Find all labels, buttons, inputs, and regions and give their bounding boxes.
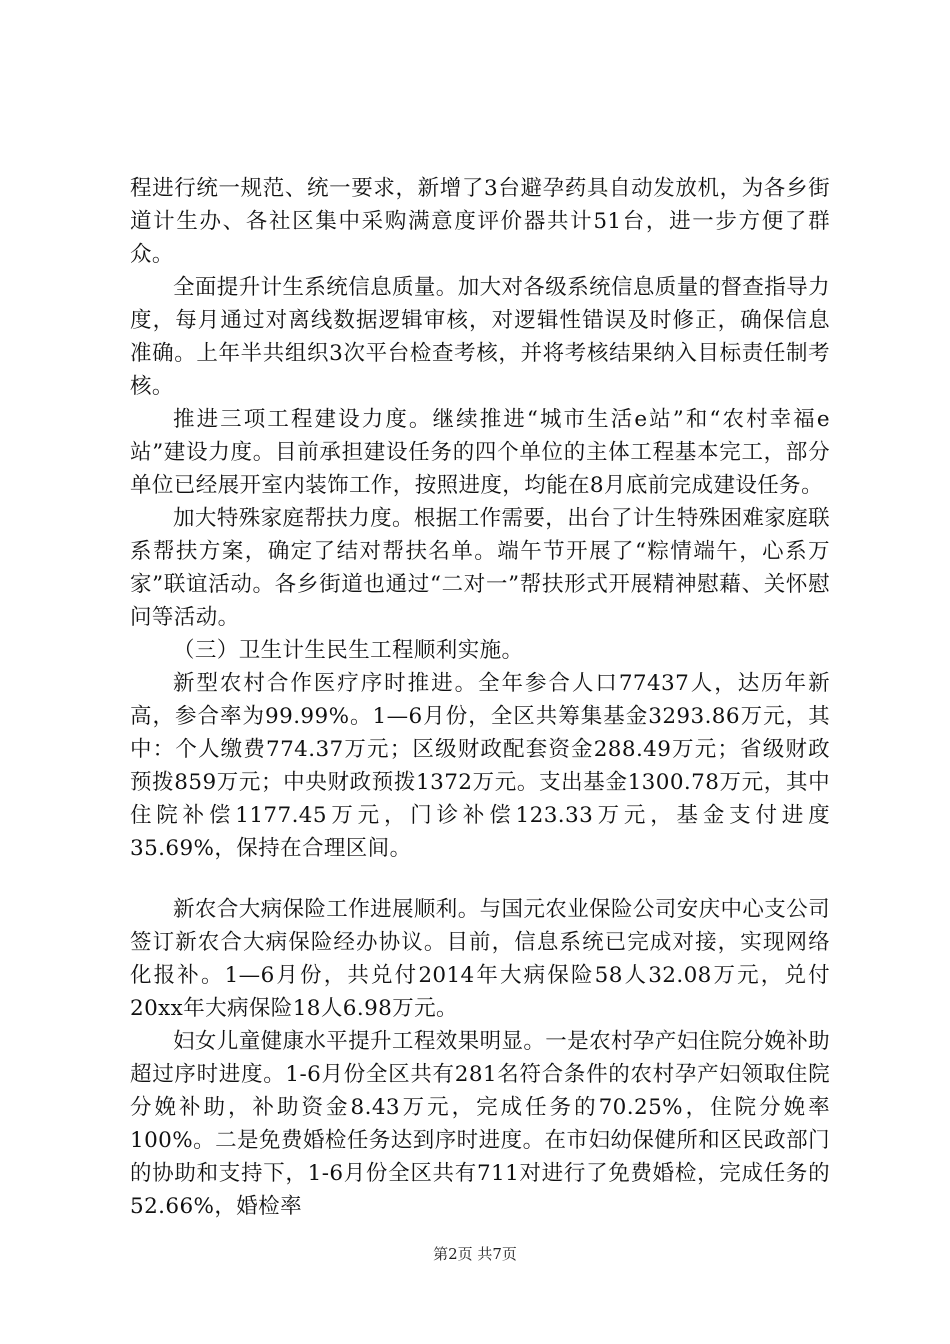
section-heading-3: （三）卫生计生民生工程顺利实施。 [173,638,524,663]
paragraph-rural-medical: 新型农村合作医疗序时推进。全年参合人口77437人，达历年新高，参合率为99.99%。1—6月份，全区共筹集基金3293.86万元，其中：个人缴费774.37万元；区级财政配套资金288.49万元；省级财政预拨859万元；中央财政预拨1372万元。支出基金1300.78万元，其中住院补偿1177.45万元，门诊补偿123.33万元，基金支付进度35.69%，保持在合理区间。 [130,671,830,861]
document-body [130,172,830,1223]
page-footer: 第2页 共7页 [433,1245,517,1263]
paragraph-serious-illness: 新农合大病保险工作进展顺利。与国元农业保险公司安庆中心支公司签订新农合大病保险经办协议。目前，信息系统已完成对接，实现网络化报补。1—6月份，共兑付2014年大病保险58人32.08万元，兑付20xx年大病保险18人6.98万元。 [130,897,831,1021]
paragraph-continuation: 程进行统一规范、统一要求，新增了3台避孕药具自动发放机，为各乡街道计生办、各社区集中采购满意度评价器共计51台，进一步方便了群众。 [130,176,830,267]
paragraph-three-projects: 推进三项工程建设力度。继续推进“城市生活e站”和“农村幸福e站”建设力度。目前承担建设任务的四个单位的主体工程基本完工，部分单位已经展开室内装饰工作，按照进度，均能在8月底前完成建设任务。 [130,407,830,498]
paragraph-special-families: 加大特殊家庭帮扶力度。根据工作需要，出台了计生特殊困难家庭联系帮扶方案，确定了结对帮扶名单。端午节开展了“粽情端午，心系万家”联谊活动。各乡街道也通过“二对一”帮扶形式开展精神慰藉、关怀慰问等活动。 [130,506,831,630]
paragraph-info-quality: 全面提升计生系统信息质量。加大对各级系统信息质量的督查指导力度，每月通过对离线数据逻辑审核，对逻辑性错误及时修正，确保信息准确。上年半共组织3次平台检查考核，并将考核结果纳入目标责任制考核。 [130,275,831,399]
paragraph-women-children: 妇女儿童健康水平提升工程效果明显。一是农村孕产妇住院分娩补助超过序时进度。1-6月份全区共有281名符合条件的农村孕产妇领取住院分娩补助，补助资金8.43万元，完成任务的70.25%，住院分娩率100%。二是免费婚检任务达到序时进度。在市妇幼保健所和区民政部门的协助和支持下，1-6月份全区共有711对进行了免费婚检，完成任务的52.66%，婚检率 [130,1029,831,1219]
paragraph-gap [130,865,830,893]
